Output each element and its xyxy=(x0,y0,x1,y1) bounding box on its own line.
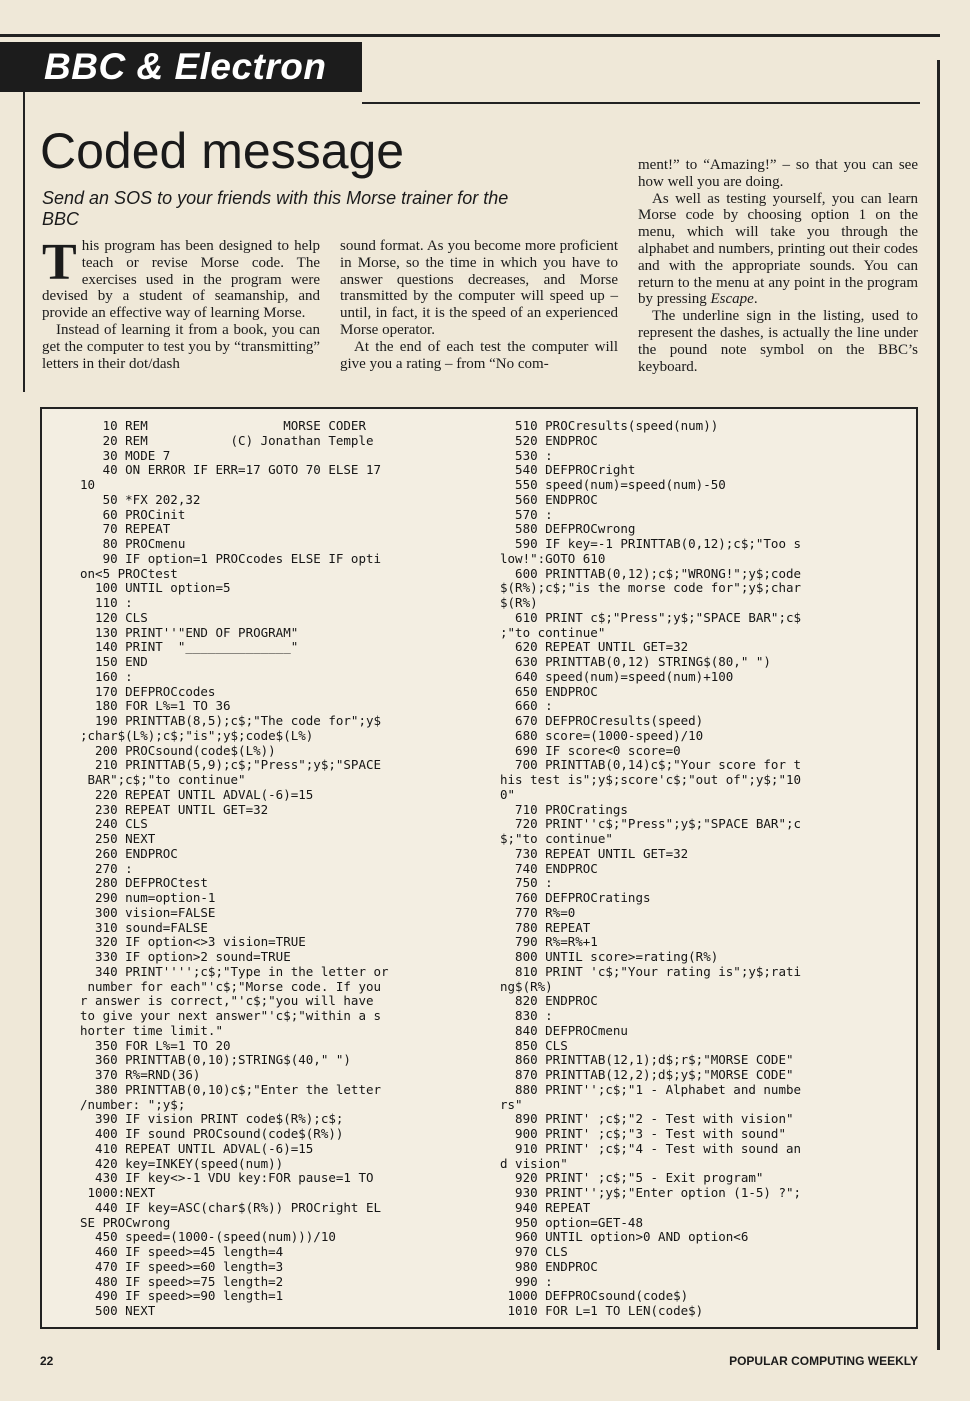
listing-line: 1000 DEFPROCsound(code$) xyxy=(507,1288,689,1304)
intro-paragraph xyxy=(42,234,320,322)
listing-line: 530 : xyxy=(515,447,553,463)
listing-line: 730 REPEAT UNTIL GET=32 xyxy=(515,845,689,861)
listing-line: 330 IF option>2 sound=TRUE xyxy=(95,949,291,964)
listing-line: 820 ENDPROC xyxy=(515,993,598,1009)
listing-line: 950 option=GET-48 xyxy=(515,1214,643,1230)
listing-line: 320 IF option<>3 vision=TRUE xyxy=(95,934,306,950)
listing-line: 770 R%=0 xyxy=(515,904,576,920)
listing-line: 660 : xyxy=(515,698,553,714)
article-headline: Coded message xyxy=(40,123,405,179)
listing-line: 640 speed(num)=speed(num)+100 xyxy=(515,668,734,684)
listing-line: 760 DEFPROCratings xyxy=(515,890,651,905)
listing-line: 680 score=(1000-speed)/10 xyxy=(515,727,704,743)
top-rule xyxy=(0,34,940,37)
listing-line: 180 FOR L%=1 TO 36 xyxy=(95,698,231,714)
listing-line: 40 ON ERROR IF ERR=17 GOTO 70 ELSE 17 xyxy=(102,462,382,478)
listing-line: 750 : xyxy=(515,875,553,891)
listing-line: number for each"'c$;"Morse code. If you xyxy=(87,978,382,994)
listing-line: 1000:NEXT xyxy=(87,1185,156,1200)
listing-line: $;"to continue" xyxy=(500,831,613,846)
listing-line: 550 speed(num)=speed(num)-50 xyxy=(515,477,726,492)
listing-line: 620 REPEAT UNTIL GET=32 xyxy=(515,639,689,655)
listing-line: 230 REPEAT UNTIL GET=32 xyxy=(95,801,269,817)
listing-line: 440 IF key=ASC(char$(R%)) PROCright EL xyxy=(95,1199,382,1215)
listing-line: 830 : xyxy=(515,1008,553,1023)
paragraph: At the end of each test the computer will give you a rating – from “No com- xyxy=(340,338,618,372)
listing-line: 630 PRINTTAB(0,12) STRING$(80," ") xyxy=(515,654,771,669)
listing-line: 960 UNTIL option>0 AND option<6 xyxy=(515,1229,749,1245)
listing-line: 30 MODE 7 xyxy=(102,447,171,463)
listing-line: 510 PROCresults(speed(num)) xyxy=(515,418,719,433)
listing-line: 20 REM (C) Jonathan Temple xyxy=(102,432,374,448)
listing-line: 930 PRINT'';y$;"Enter option (1-5) ?"; xyxy=(515,1185,802,1200)
listing-line: 70 REPEAT xyxy=(102,521,171,537)
listing-line: 690 IF score<0 score=0 xyxy=(515,742,681,758)
listing-line: 400 IF sound PROCsound(code$(R%)) xyxy=(95,1126,344,1141)
listing-line: 190 PRINTTAB(8,5);c$;"The code for";y$ xyxy=(95,713,382,728)
listing-line: 390 IF vision PRINT code$(R%);c$; xyxy=(95,1111,344,1127)
listing-line: 460 IF speed>=45 length=4 xyxy=(95,1244,284,1259)
article-column-3 xyxy=(638,157,918,375)
listing-line: 250 NEXT xyxy=(95,831,156,846)
listing-line: 170 DEFPROCcodes xyxy=(95,683,216,699)
listing-line: 200 PROCsound(code$(L%)) xyxy=(95,742,276,758)
page-number: 22 xyxy=(40,1354,54,1368)
listing-line: 910 PRINT' ;c$;"4 - Test with sound an xyxy=(515,1140,802,1156)
listing-line: 270 : xyxy=(95,860,133,876)
listing-line: to give your next answer"'c$;"within a s xyxy=(80,1008,382,1023)
listing-line: 790 R%=R%+1 xyxy=(515,934,598,950)
listing-line: 600 PRINTTAB(0,12);c$;"WRONG!";y$;code xyxy=(515,565,802,581)
listing-line: 300 vision=FALSE xyxy=(95,904,216,920)
listing-line: his test is";y$;score'c$;"out of";y$;"10 xyxy=(500,772,802,787)
listing-line: 120 CLS xyxy=(95,609,148,625)
listing-line: 0" xyxy=(500,786,516,802)
listing-line: 570 : xyxy=(515,506,553,522)
listing-column-left xyxy=(80,419,389,1319)
listing-line: 420 key=INKEY(speed(num)) xyxy=(95,1155,284,1171)
drop-cap: T xyxy=(42,234,77,291)
listing-line: low!":GOTO 610 xyxy=(500,550,606,566)
listing-line: 810 PRINT 'c$;"Your rating is";y$;rati xyxy=(515,963,802,979)
listing-line: ng$(R%) xyxy=(500,978,553,994)
listing-line: $(R%);c$;"is the morse code for";y$;char xyxy=(500,580,802,596)
section-banner: BBC & Electron xyxy=(0,42,362,92)
listing-line: 860 PRINTTAB(12,1);d$;r$;"MORSE CODE" xyxy=(515,1052,794,1068)
listing-line: 480 IF speed>=75 length=2 xyxy=(95,1273,284,1289)
listing-line: 990 : xyxy=(515,1273,553,1289)
paragraph: sound format. As you become more proficient in Morse, so the time in which you have to answer questions decreases, and Morse transmitted by the computer will speed up – until, in fact, it is the speed of an experienced Morse operator. xyxy=(340,238,618,338)
paragraph: Instead of learning it from a book, you can get the computer to test you by “transmitting” letters in their dot/dash xyxy=(42,321,320,372)
listing-line: 970 CLS xyxy=(515,1244,568,1259)
listing-line: 870 PRINTTAB(12,2);d$;y$;"MORSE CODE" xyxy=(515,1067,794,1082)
listing-line: $(R%) xyxy=(500,595,538,610)
listing-column-right xyxy=(500,419,801,1319)
listing-line: 430 IF key<>-1 VDU key:FOR pause=1 TO xyxy=(95,1170,374,1186)
article-standfirst: Send an SOS to your friends with this Morse trainer for the BBC xyxy=(42,188,509,229)
listing-line: 560 ENDPROC xyxy=(515,491,598,507)
listing-line: 1010 FOR L=1 TO LEN(code$) xyxy=(507,1303,704,1318)
right-frame-rule xyxy=(937,60,940,1350)
listing-line: 130 PRINT''"END OF PROGRAM" xyxy=(95,624,299,640)
listing-line: ;char$(L%);c$;"is";y$;code$(L%) xyxy=(80,727,314,743)
listing-line: 110 : xyxy=(95,595,133,610)
listing-line: 800 UNTIL score>=rating(R%) xyxy=(515,949,719,964)
listing-line: 490 IF speed>=90 length=1 xyxy=(95,1288,284,1304)
paragraph-end: . xyxy=(753,291,758,308)
listing-line: 350 FOR L%=1 TO 20 xyxy=(95,1037,231,1053)
listing-line: 500 NEXT xyxy=(95,1303,156,1318)
listing-line: 100 UNTIL option=5 xyxy=(95,580,231,596)
program-listing-box xyxy=(40,407,918,1329)
listing-line: 580 DEFPROCwrong xyxy=(515,521,636,537)
paragraph-text: As well as testing yourself, you can learn Morse code by choosing option 1 on the menu, which will take you through the alphabet and numbers, printing out their codes and with the appropriate sounds. You can return to the menu at any point in the program by pressing xyxy=(638,190,918,308)
listing-line: 310 sound=FALSE xyxy=(95,919,208,935)
paragraph xyxy=(638,191,918,309)
listing-line: 540 DEFPROCright xyxy=(515,462,636,478)
paragraph: ment!” to “Amazing!” – so that you can see how well you are doing. xyxy=(638,157,918,190)
magazine-name: POPULAR COMPUTING WEEKLY xyxy=(729,1354,918,1368)
listing-line: 80 PROCmenu xyxy=(102,536,186,551)
listing-line: 740 ENDPROC xyxy=(515,860,598,876)
listing-line: 380 PRINTTAB(0,10)c$;"Enter the letter xyxy=(95,1081,382,1097)
listing-line: 450 speed=(1000-(speed(num)))/10 xyxy=(95,1229,336,1245)
left-frame-rule xyxy=(23,92,25,392)
listing-line: 360 PRINTTAB(0,10);STRING$(40," ") xyxy=(95,1052,351,1068)
listing-line: rs" xyxy=(500,1096,523,1112)
listing-line: 700 PRINTTAB(0,14)c$;"Your score for t xyxy=(515,757,802,773)
listing-line: 220 REPEAT UNTIL ADVAL(-6)=15 xyxy=(95,786,314,802)
listing-line: 920 PRINT' ;c$;"5 - Exit program" xyxy=(515,1170,764,1186)
listing-line: 340 PRINT'''';c$;"Type in the letter or xyxy=(95,963,389,979)
listing-line: horter time limit." xyxy=(80,1022,223,1038)
listing-line: 590 IF key=-1 PRINTTAB(0,12);c$;"Too s xyxy=(515,536,802,551)
paragraph: The underline sign in the listing, used to represent the dashes, is actually the line under the pound note symbol on the BBC’s keyboard. xyxy=(638,308,918,375)
listing-line: 840 DEFPROCmenu xyxy=(515,1022,628,1038)
listing-line: 720 PRINT''c$;"Press";y$;"SPACE BAR";c xyxy=(515,816,802,832)
listing-line: 60 PROCinit xyxy=(102,506,186,522)
listing-line: 670 DEFPROCresults(speed) xyxy=(515,713,704,728)
escape-key-text: Escape xyxy=(710,291,754,308)
listing-line: 710 PROCratings xyxy=(515,801,628,817)
listing-line: 410 REPEAT UNTIL ADVAL(-6)=15 xyxy=(95,1140,314,1156)
listing-line: 850 CLS xyxy=(515,1037,568,1053)
listing-line: 280 DEFPROCtest xyxy=(95,875,208,891)
listing-line: 10 REM MORSE CODER xyxy=(102,418,366,433)
listing-line: 780 REPEAT xyxy=(515,919,591,935)
listing-line: SE PROCwrong xyxy=(80,1214,171,1230)
listing-line: 650 ENDPROC xyxy=(515,683,598,699)
intro-text: his program has been designed to help teach or revise Morse code. The exercises used in the program were devised by a student of seamanship, and provide an effective way of learning Morse. xyxy=(42,238,320,322)
listing-line: 520 ENDPROC xyxy=(515,432,598,448)
listing-line: 880 PRINT'';c$;"1 - Alphabet and numbe xyxy=(515,1081,802,1097)
listing-line: 50 *FX 202,32 xyxy=(102,491,201,507)
listing-line: 940 REPEAT xyxy=(515,1199,591,1215)
listing-line: /number: ";y$; xyxy=(80,1096,186,1112)
listing-line: 210 PRINTTAB(5,9);c$;"Press";y$;"SPACE xyxy=(95,757,382,773)
listing-line: on<5 PROCtest xyxy=(80,565,178,581)
listing-line: 150 END xyxy=(95,654,148,669)
listing-line: 890 PRINT' ;c$;"2 - Test with vision" xyxy=(515,1111,794,1127)
listing-line: 140 PRINT "______________" xyxy=(95,639,299,655)
listing-line: r answer is correct,"'c$;"you will have xyxy=(80,993,374,1009)
listing-line: 240 CLS xyxy=(95,816,148,832)
header-rule xyxy=(362,102,920,104)
listing-line: ;"to continue" xyxy=(500,624,606,640)
listing-line: 10 xyxy=(80,477,96,492)
listing-line: 370 R%=RND(36) xyxy=(95,1067,201,1082)
article-column-1 xyxy=(42,234,320,372)
listing-line: d vision" xyxy=(500,1155,568,1171)
listing-line: 260 ENDPROC xyxy=(95,845,178,861)
listing-line: 610 PRINT c$;"Press";y$;"SPACE BAR";c$ xyxy=(515,609,802,625)
listing-line: 900 PRINT' ;c$;"3 - Test with sound" xyxy=(515,1126,786,1141)
listing-line: 90 IF option=1 PROCcodes ELSE IF opti xyxy=(102,550,382,566)
listing-line: 470 IF speed>=60 length=3 xyxy=(95,1258,284,1274)
listing-line: 160 : xyxy=(95,668,133,684)
article-column-2 xyxy=(340,238,618,372)
listing-line: 290 num=option-1 xyxy=(95,890,216,905)
listing-line: BAR";c$;"to continue" xyxy=(87,772,246,787)
listing-line: 980 ENDPROC xyxy=(515,1258,598,1274)
